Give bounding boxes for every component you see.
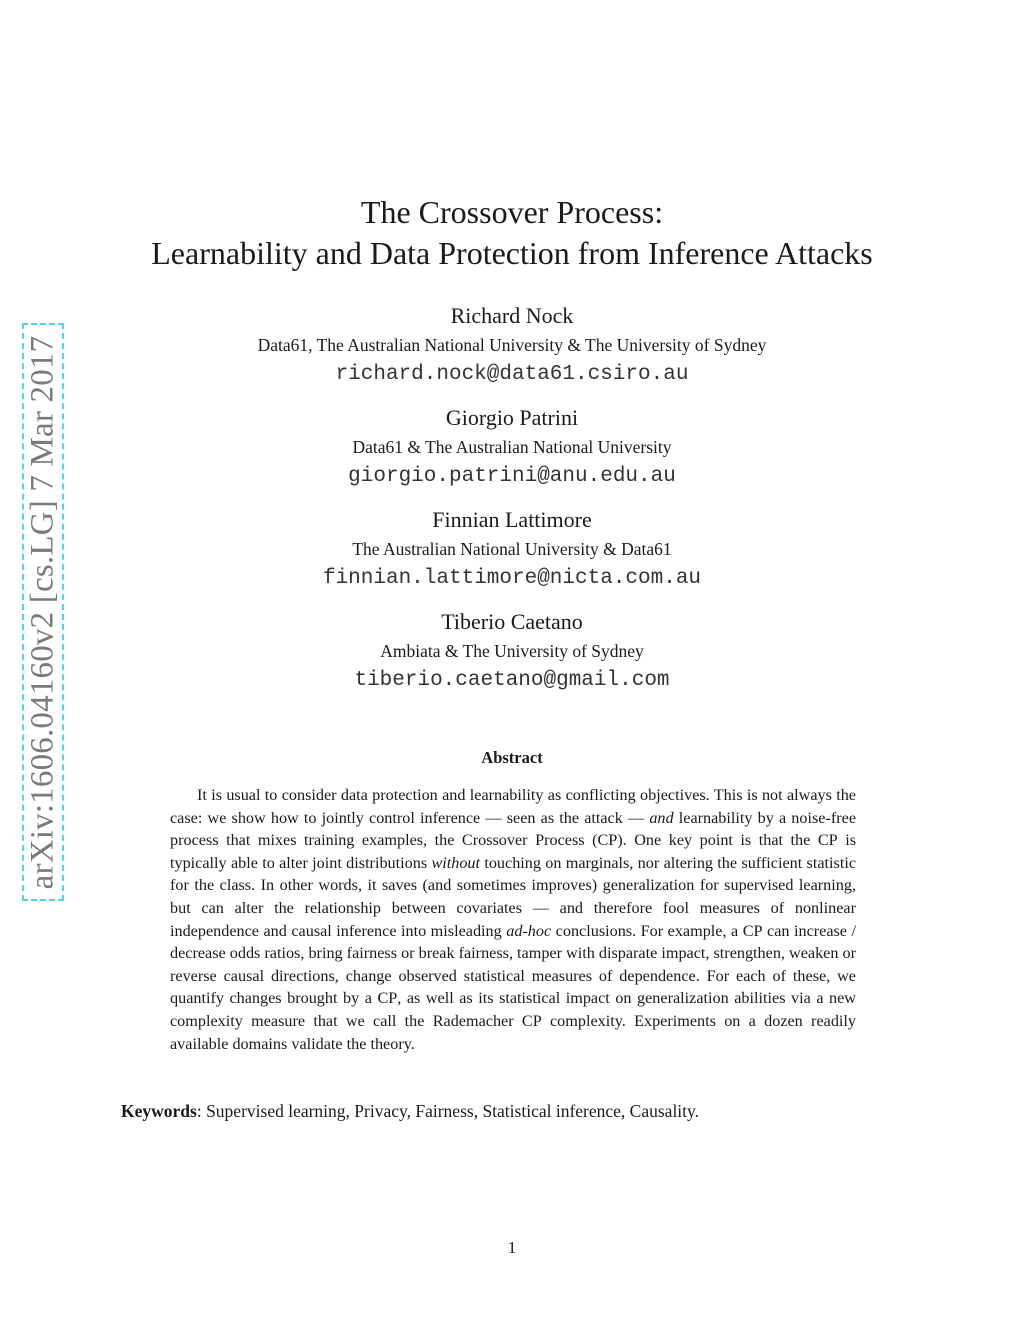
author-affiliation: Data61, The Australian National University & The University of Sydney	[257, 335, 767, 355]
keywords-text: : Supervised learning, Privacy, Fairness, Statistical inference, Causality.	[196, 1101, 700, 1121]
title-line-2: Learnability and Data Protection from Inference Attacks	[151, 235, 873, 271]
abstract-text	[170, 784, 856, 1055]
cp-acronym: CP	[742, 921, 763, 940]
author-email[interactable]: finnian.lattimore@nicta.com.au	[322, 567, 702, 590]
author-affiliation: The Australian National University & Data61	[352, 539, 672, 559]
abstract-emphasis: without	[431, 853, 481, 872]
abstract-segment: is typically able to alter joint distributions	[170, 831, 856, 872]
keywords-line	[121, 1099, 901, 1123]
author-name: Finnian Lattimore	[432, 507, 592, 532]
author-email[interactable]: richard.nock@data61.csiro.au	[335, 363, 689, 386]
abstract-segment: It is usual to consider data protection and learnability as conflicting objectives. This is not always the case: we show how to jointly control inference — seen as the attack —	[170, 786, 856, 827]
cp-acronym: CP	[597, 831, 618, 850]
abstract-segment: conclusions. For example, a	[551, 921, 743, 940]
cp-acronym: CP	[521, 1011, 542, 1030]
abstract-segment: touching on marginals, nor altering the sufficient statistic for the class. In other words, it saves (and sometimes improves) generalization for supervised learning, but can alter the relationship between covariates — and therefore fool measures of nonlinear independence and causal inference into misleading	[170, 853, 856, 940]
author-affiliation: Ambiata & The University of Sydney	[380, 641, 644, 661]
author-name: Giorgio Patrini	[445, 405, 579, 430]
title-line-1: The Crossover Process:	[360, 194, 664, 230]
author-name: Tiberio Caetano	[441, 609, 583, 634]
abstract-emphasis: ad-hoc	[506, 921, 552, 940]
paper-title	[0, 192, 1024, 274]
arxiv-identifier-text: arXiv:1606.04160v2 [cs.LG] 7 Mar 2017	[24, 335, 61, 889]
author-affiliation: Data61 & The Australian National University	[352, 437, 672, 457]
abstract-segment: ). One key point is that the	[617, 831, 818, 850]
author-block-1	[0, 302, 1024, 390]
author-block-4	[0, 608, 1024, 696]
author-email[interactable]: giorgio.patrini@anu.edu.au	[348, 465, 676, 488]
author-email[interactable]: tiberio.caetano@gmail.com	[354, 669, 670, 692]
abstract-segment: learnability by a noise-free process that mixes training examples, the Crossover Process (	[170, 808, 856, 850]
cp-acronym: CP	[377, 989, 398, 1008]
author-block-2	[0, 404, 1024, 492]
keywords-label: Keywords	[121, 1101, 197, 1121]
abstract-heading: Abstract	[481, 748, 543, 767]
abstract-segment: , as well as its statistical impact on generalization abilities via a new complexity measure that we call the Rademacher	[170, 989, 856, 1030]
author-block-3	[0, 506, 1024, 594]
abstract-emphasis: and	[649, 808, 674, 827]
abstract-segment: complexity. Experiments on a dozen readily available domains validate the theory.	[170, 1011, 857, 1053]
page-number: 1	[507, 1238, 517, 1257]
cp-acronym: CP	[817, 831, 838, 850]
abstract-segment: can increase / decrease odds ratios, bring fairness or break fairness, tamper with disparate impact, strengthen, weaken or reverse causal directions, change observed statistical measures of dependence. For each of these, we quantify changes brought by a	[170, 921, 856, 1008]
author-name: Richard Nock	[450, 303, 574, 328]
